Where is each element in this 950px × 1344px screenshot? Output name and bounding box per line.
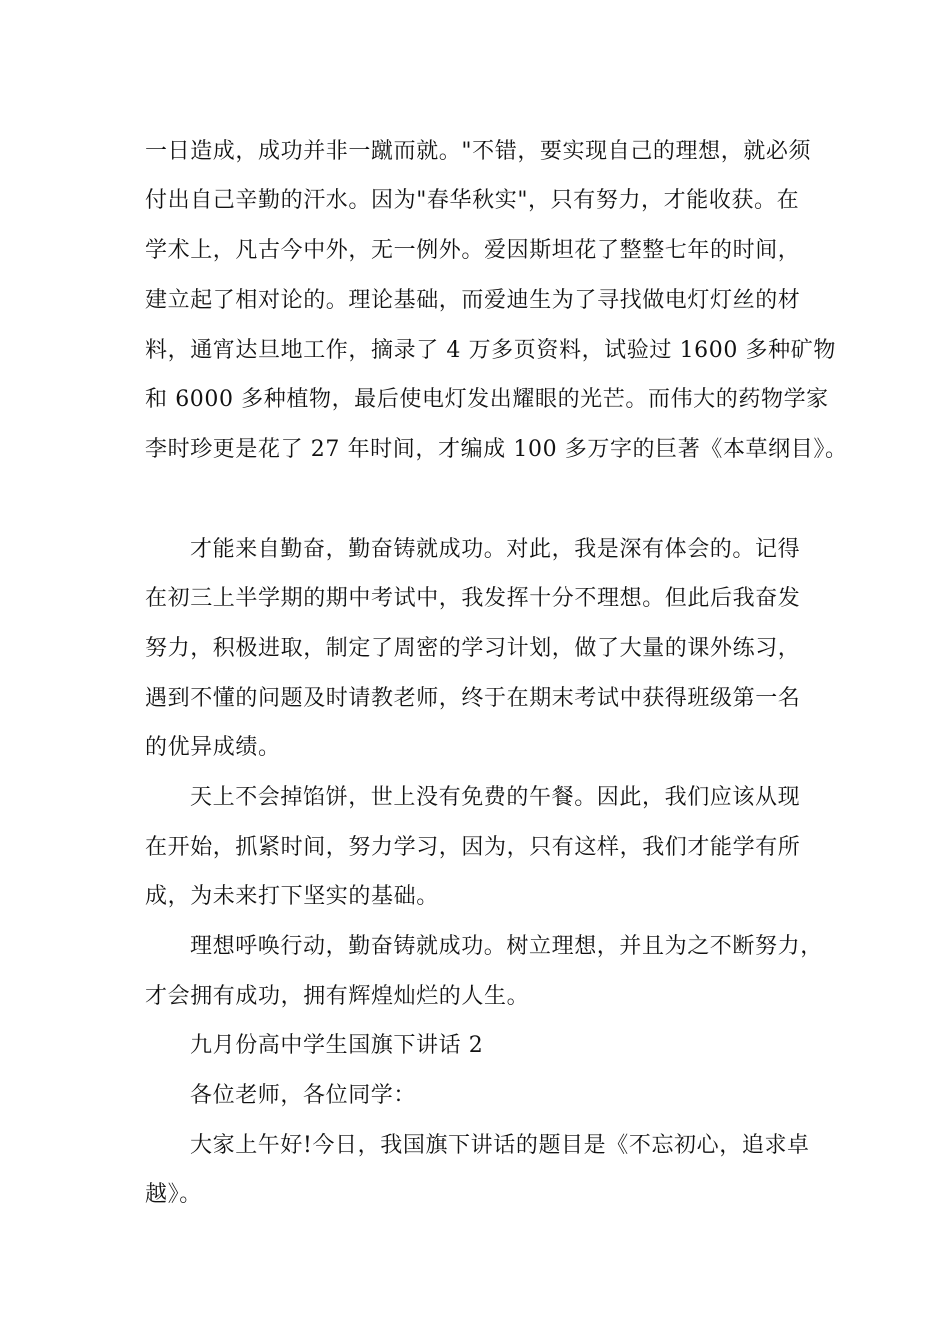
paragraph-line: 成，为未来打下坚实的基础。 bbox=[145, 884, 439, 909]
paragraph-line: 大家上午好!今日，我国旗下讲话的题目是《不忘初心，追求卓 bbox=[190, 1133, 810, 1158]
paragraph-line: 一日造成，成功并非一蹴而就。"不错，要实现自己的理想，就必须 bbox=[145, 139, 812, 164]
paragraph-line: 理想呼唤行动，勤奋铸就成功。树立理想，并且为之不断努力， bbox=[190, 934, 823, 959]
paragraph-line: 建立起了相对论的。理论基础，而爱迪生为了寻找做电灯灯丝的材 bbox=[145, 288, 801, 313]
paragraph-line: 付出自己辛勤的汗水。因为"春华秋实"，只有努力，才能收获。在 bbox=[145, 188, 800, 213]
paragraph-line: 越》。 bbox=[145, 1182, 202, 1207]
paragraph-line: 在开始，抓紧时间，努力学习，因为，只有这样，我们才能学有所 bbox=[145, 835, 801, 860]
paragraph-line: 遇到不懂的问题及时请教老师，终于在期末考试中获得班级第一名 bbox=[145, 686, 801, 711]
paragraph-line: 才会拥有成功，拥有辉煌灿烂的人生。 bbox=[145, 984, 530, 1009]
salutation: 各位老师，各位同学： bbox=[190, 1083, 417, 1108]
section-title: 九月份高中学生国旗下讲话 2 bbox=[190, 1033, 484, 1058]
paragraph-line: 天上不会掉馅饼，世上没有免费的午餐。因此，我们应该从现 bbox=[190, 785, 801, 810]
paragraph-line: 的优异成绩。 bbox=[145, 735, 281, 760]
paragraph-line: 和 6000 多种植物，最后使电灯发出耀眼的光芒。而伟大的药物学家 bbox=[145, 387, 829, 412]
paragraph-line: 李时珍更是花了 27 年时间，才编成 100 多万字的巨著《本草纲目》。 bbox=[145, 437, 848, 462]
paragraph-line: 学术上，凡古今中外，无一例外。爱因斯坦花了整整七年的时间， bbox=[145, 238, 801, 263]
paragraph-line: 在初三上半学期的期中考试中，我发挥十分不理想。但此后我奋发 bbox=[145, 586, 801, 611]
paragraph-line: 努力，积极进取，制定了周密的学习计划，做了大量的课外练习， bbox=[145, 636, 801, 661]
paragraph-line: 才能来自勤奋，勤奋铸就成功。对此，我是深有体会的。记得 bbox=[190, 537, 801, 562]
paragraph-line: 料，通宵达旦地工作，摘录了 4 万多页资料，试验过 1600 多种矿物 bbox=[145, 338, 836, 363]
